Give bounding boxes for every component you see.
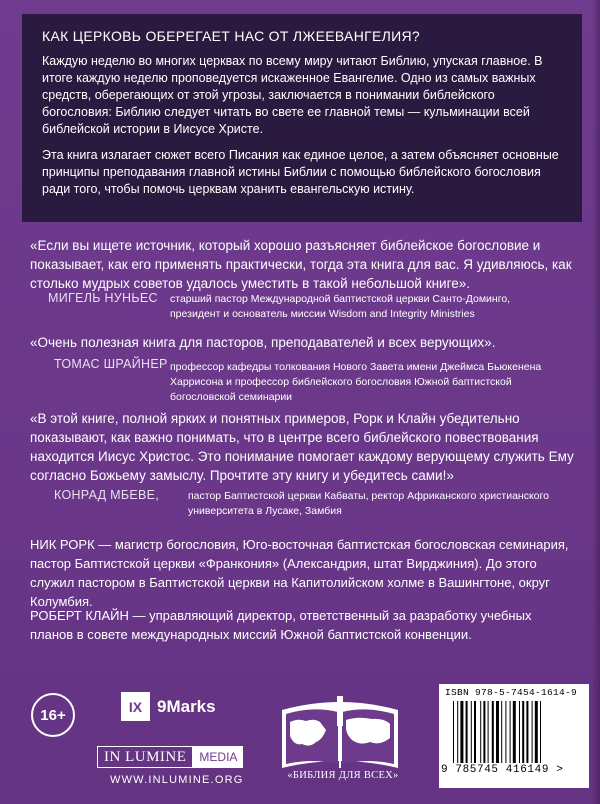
attribution-name: МИГЕЛЬ НУНЬЕС [48,291,158,305]
barcode-box [439,684,589,788]
inlumine-logo [97,746,243,768]
blurb-box [22,14,582,222]
ix-logo-icon: IX [121,692,150,721]
attribution-role: пастор Баптистской церкви Кабваты, ректор Африканского христианского университета в Лусаке, Замбия [188,490,549,517]
quote-mbewe: «В этой книге, полной ярких и понятных примеров, Рорк и Клайн убедительно показывают, как важно понимать, что в центре всего библейского повествования находится Иисус Христос. Это понимание помогает каждому верующему служить Ему согласно Божьему замыслу. Прочтите эту книгу и убедитесь сами!» [30,411,574,483]
author-roark: НИК РОРК — магистр богословия, Юго-восточная баптистская богословская семинария, пастор Баптистской церкви «Франкония» (Александрия, штат Вирджиния). До этого служил пастором в Баптистской церкви на Капитолийском холме в Вашингтоне, округ Колумбия. [30,537,569,609]
quote-schreiner: «Очень полезная книга для пасторов, преподавателей и всех верующих». [30,335,496,350]
blurb-paragraph-1: Каждую неделю во многих церквах по всему миру читают Библию, упуская главное. В итоге каждую неделю проповедуется искаженное Евангелие. Одно из самых важных средств, оберегающих от этой угрозы, заключается в понимании библейского богословия: Библию следует читать во свете ее главной темы — кульминации всей библейской истории в Иисусе Христе. [42,54,543,136]
bible-for-all-label: «БИБЛИЯ ДЛЯ ВСЕХ» [287,770,399,781]
barcode-icon [453,701,575,763]
age-rating-badge: 16+ [31,693,75,737]
barcode-digits: 9 785745 416149 > [441,764,564,776]
inlumine-media: MEDIA [193,746,243,768]
edge-shadow [592,0,600,804]
attribution-nunez [48,291,588,325]
inlumine-url: WWW.INLUMINE.ORG [110,774,244,786]
attribution-name: ТОМАС ШРАЙНЕР [54,357,168,371]
attribution-mbewe [48,488,588,522]
author-cline: РОБЕРТ КЛАЙН — управляющий директор, ответственный за разработку учебных планов в совете международных миссий Южной баптистской конвенции. [30,608,532,642]
quote-nunez: «Если вы ищете источник, который хорошо разъясняет библейское богословие и показывает, как его применять практически, тогда эта книга для вас. Я удивляюсь, как столько мудрых советов удалось уместить в такой небольшой книге». [30,238,572,291]
attribution-role: профессор кафедры толкования Нового Завета имени Джеймса Бьюкенена Харрисона и профессор библейского богословия Южной баптистской богословской семинарии [170,361,542,403]
attribution-name: КОНРАД МБЕВЕ, [54,488,160,502]
ninemarks-logo: 9Marks [157,697,216,716]
isbn-label: ISBN 978-5-7454-1614-9 [445,687,578,698]
attribution-schreiner [48,357,588,407]
attribution-role: старший пастор Международной баптистской церкви Санто-Доминго, президент и основатель миссии Wisdom and Integrity Ministries [170,293,511,320]
inlumine-name: IN LUMINE [97,746,193,768]
blurb-paragraph-2: Эта книга излагает сюжет всего Писания как единое целое, а затем объясняет основные принципы преподавания главной истины Библии с помощью библейского богословия ради того, чтобы помочь церквам хранить евангельскую истину. [42,148,559,196]
blurb-title: КАК ЦЕРКОВЬ ОБЕРЕГАЕТ НАС ОТ ЛЖЕЕВАНГЕЛИЯ? [42,28,420,44]
